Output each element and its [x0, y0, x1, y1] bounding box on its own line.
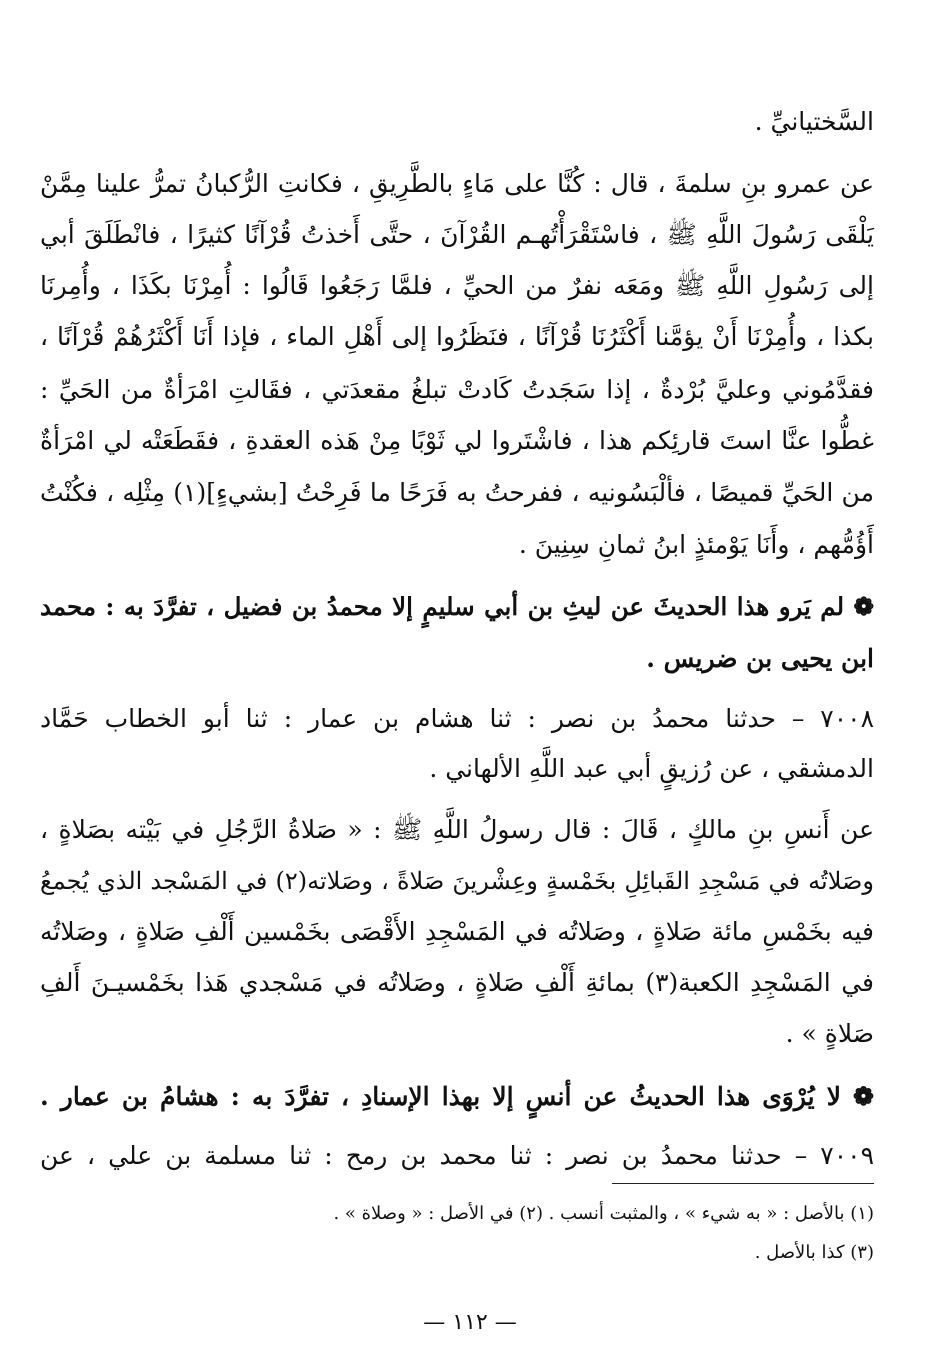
text-line: إلى رَسُولِ اللَّهِ ﷺ ومَعَه نفرٌ من الحيِّ ، فلمَّا رَجَعُوا قَالُوا : أُمِرْنَا بكَذَا ، وأُمِرنَا [40, 271, 874, 300]
footnote-line: (١) بالأصل : « به شيء » ، والمثبت أنسب . (٢) في الأصل : « وصلاة » . [333, 1203, 874, 1224]
footnote-divider [612, 1183, 874, 1184]
text-line: وصَلاتُه في مَسْجِدِ القَبائِلِ بخَمْسةٍ وعِشْرينَ صَلاةً ، وصَلاته(٢) في المَسْجد الذي يُجمعُ [40, 867, 874, 895]
hadith-header-line: ٧٠٠٨ – حدثنا محمدُ بن نصر : ثنا هشام بن عمار : ثنا أبو الخطاب حَمَّاد [40, 704, 874, 733]
comment-line: ابن يحيى بن ضريس . [646, 644, 874, 673]
text-line: الدمشقي ، عن رُزيقٍ أبي عبد اللَّهِ الألهاني . [429, 754, 874, 783]
hadith-header-line: ٧٠٠٩ – حدثنا محمدُ بن نصر : ثنا محمد بن رمح : ثنا مسلمة بن علي ، عن [40, 1141, 874, 1170]
comment-line: ❁ لم يَرو هذا الحديثَ عن ليثِ بن أبي سليمٍ إلا محمدُ بن فضيل ، تفرَّدَ به : محمد [40, 592, 874, 621]
text-line: عن أَنسِ بنِ مالكٍ ، قَالَ : قال رسولُ اللَّهِ ﷺ : « صَلاةُ الرَّجُلِ في بَيْته بصَلاةٍ ، [40, 815, 874, 844]
text-line: في المَسْجِدِ الكعبة(٣) بمائةِ أَلْفِ صَلاةٍ ، وصَلاتُه في مَسْجدي هَذا بخَمْسيـنَ أَلفِ [40, 968, 874, 997]
text-line: عن عمرو بنِ سلمةَ ، قال : كُنَّا على مَاءٍ بالطَّرِيقِ ، فكانتِ الرُّكبانُ تمرُّ علينا مِمَّنْ [40, 169, 874, 198]
text-line: السَّختيانيِّ . [754, 107, 874, 136]
text-line: من الحَيِّ قميصًا ، فألْبَسُونيه ، ففرحتُ به فَرَحًا ما فَرِحْتُ [بشيءٍ](١) مِثْلِه ، فكُنْتُ [40, 478, 874, 507]
comment-line: ❁ لا يُرْوَى هذا الحديثُ عن أنسٍ إلا بهذا الإسنادِ ، تفرَّدَ به : هشامُ بن عمار . [40, 1082, 874, 1111]
text-line: فقدَّمُوني وعليَّ بُرْدةٌ ، إذا سَجَدتُ كَادتْ تبلغُ مقعدَتي ، فقَالتِ امْرَأةٌ من الحَيِّ : [40, 375, 874, 404]
text-line: غطُّوا عنَّا استَ قارئِكم هذا ، فاشْتَروا لي ثَوْبًا مِنْ هَذه العقدةِ ، فقَطَعَتْه لي امْرَأةٌ [40, 426, 874, 455]
text-line: فيه بخَمْسِ مائة صَلاةٍ ، وصَلاتُه في المَسْجِدِ الأَقْصَى بخَمْسين أَلْفِ صَلاةٍ ، وصَلاتُه [40, 917, 874, 946]
text-line: بكذا ، وأُمِرْنَا أَنْ يؤمَّنا أَكْثَرُنَا قُرْآنًا ، فنَظَرُوا إلى أَهْلِ الماء ، فإذا أَنَا أَكْثَرُهُمْ قُرْآنًا ، [40, 322, 874, 351]
text-line: يَلْقَى رَسُولَ اللَّهِ ﷺ ، فاسْتَقْرَأْتُهـم القُرْآنَ ، حتَّى أَخذتُ قُرْآنًا كثيرًا ، فانْطَلَقَ أبي [40, 220, 874, 249]
page-number: — ١١٢ — [423, 1310, 517, 1335]
text-line: أَؤُمُّهم ، وأَنَا يَوْمئذٍ ابنُ ثمانِ سِنِينَ . [518, 530, 874, 559]
footnote-line: (٣) كذا بالأصل . [754, 1242, 874, 1263]
text-line: صَلاةٍ » . [785, 1019, 874, 1048]
